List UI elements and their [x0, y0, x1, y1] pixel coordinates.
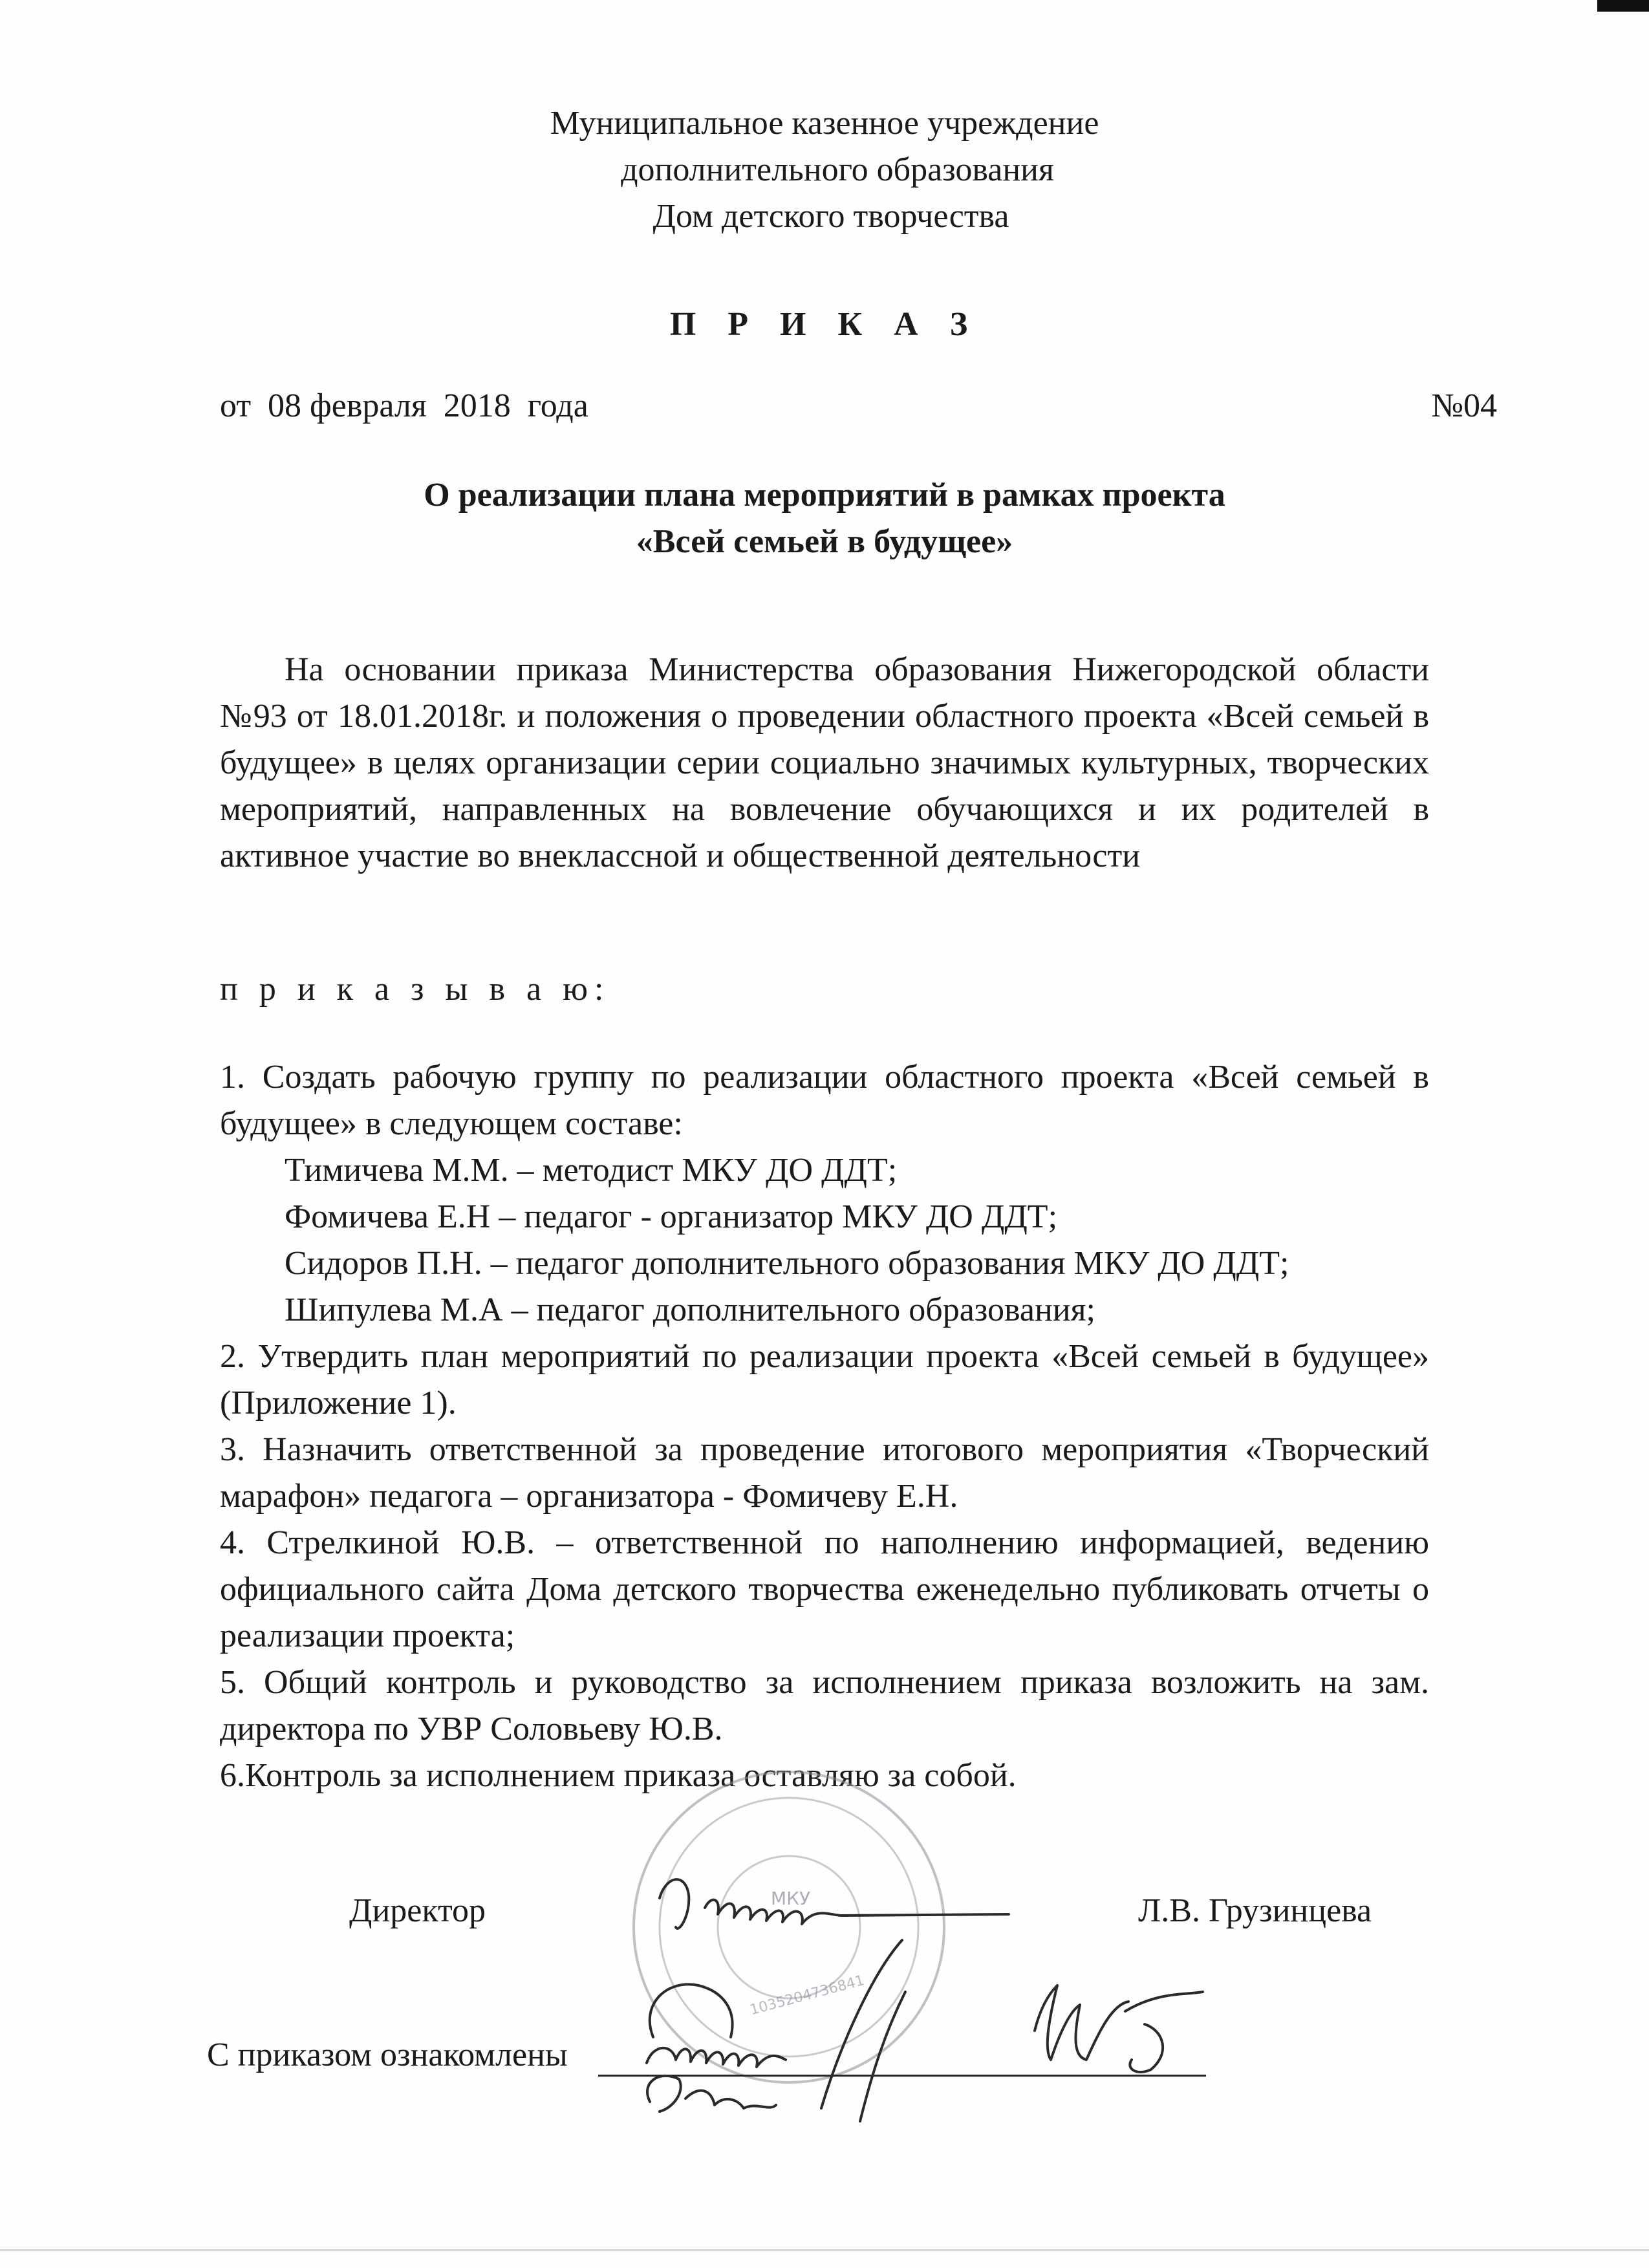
order-item-6: 6.Контроль за исполнением приказа оставляю за собой. [220, 1757, 1017, 1794]
order-items [220, 1054, 1429, 1799]
order-item-3: 3. Назначить ответственной за проведение итогового мероприятия «Творческий марафон» педагога – организатора - Фомичеву Е.Н. [220, 1431, 1429, 1515]
acknowledgement-line [598, 2075, 1206, 2077]
ack-signature-3 [1035, 1985, 1203, 2072]
order-subject [0, 472, 1649, 565]
header-line-3: Дом детского творчества [652, 198, 1009, 235]
order-item-1: 1. Создать рабочую группу по реализации областного проекта «Всей семьей в будущее» в следующем составе: [220, 1059, 1429, 1142]
organization-header [0, 100, 1649, 240]
group-member: Тимичева М.М. – методист МКУ ДО ДДТ; [285, 1152, 898, 1189]
stamp-number: 1035204736841 [748, 1972, 867, 2019]
order-keyword: п р и к а з ы в а ю: [220, 971, 610, 1008]
order-item-5: 5. Общий контроль и руководство за исполнением приказа возложить на зам. директора по УВР Соловьеву Ю.В. [220, 1664, 1429, 1747]
header-line-2: дополнительного образования [621, 151, 1054, 188]
subject-line-2: «Всей семьей в будущее» [636, 523, 1013, 560]
document-title: П Р И К А З [669, 306, 980, 343]
subject-line-1: О реализации плана мероприятий в рамках проекта [424, 477, 1225, 513]
official-stamp [621, 1759, 957, 2095]
signatory-role: Директор [349, 1892, 486, 1929]
stamp-text: МКУ [771, 1888, 811, 1909]
order-date: от 08 февраля 2018 года [220, 387, 588, 424]
acknowledgement-label: С приказом ознакомлены [207, 2036, 568, 2073]
scan-bottom-edge [0, 2249, 1649, 2251]
group-member: Шипулева М.А – педагог дополнительного образования; [285, 1291, 1095, 1328]
header-line-1: Муниципальное казенное учреждение [550, 105, 1099, 142]
preamble-paragraph: На основании приказа Министерства образования Нижегородской области №93 от 18.01.2018г. и положения о проведении областного проекта «Всей семьей в будущее» в целях организации серии социально значимых культурных, творческих мероприятий, направленных на вовлечение обучающихся и их родителей в активное участие во внеклассной и общественной деятельности [220, 651, 1429, 874]
group-member: Фомичева Е.Н – педагог - организатор МКУ ДО ДДТ; [285, 1198, 1058, 1235]
order-item-4: 4. Стрелкиной Ю.В. – ответственной по наполнению информацией, ведению официального сайта Дома детского творчества еженедельно публиковать отчеты о реализации проекта; [220, 1524, 1429, 1654]
order-number: №04 [1431, 387, 1497, 424]
group-member: Сидоров П.Н. – педагог дополнительного образования МКУ ДО ДДТ; [285, 1245, 1289, 1282]
signatory-name: Л.В. Грузинцева [1138, 1892, 1372, 1929]
scan-corner-mark [1597, 0, 1649, 12]
order-item-2: 2. Утвердить план мероприятий по реализации проекта «Всей семьей в будущее» (Приложение 1). [220, 1338, 1429, 1421]
